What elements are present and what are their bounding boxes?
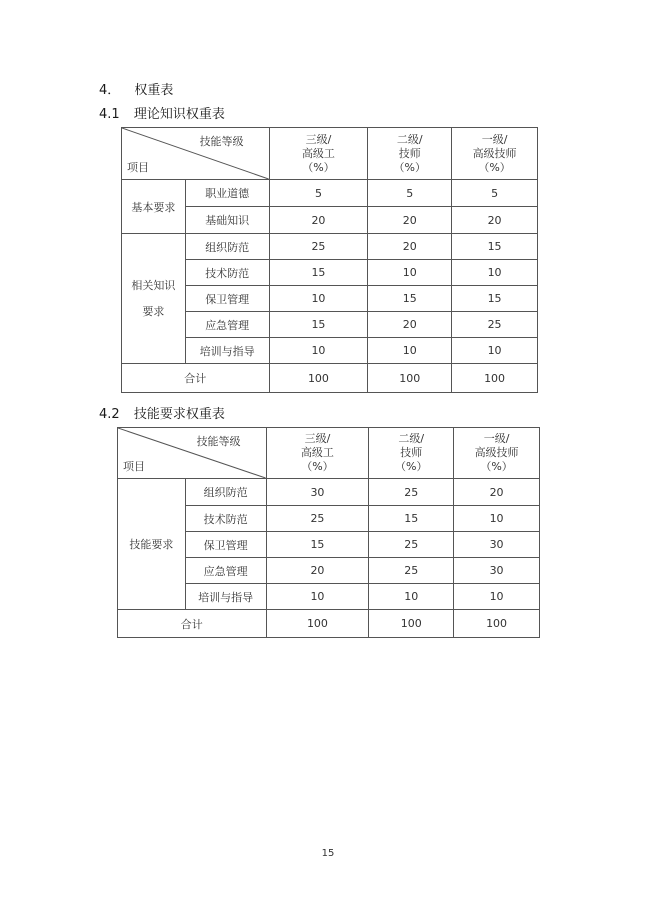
column-header-level1: 一级/ 高级技师 （%） — [454, 428, 540, 479]
column-header-level3: 三级/ 高级工 （%） — [269, 128, 368, 180]
table1-title: 理论知识权重表 — [133, 107, 225, 122]
value-cell: 15 — [269, 312, 368, 338]
item-cell: 保卫管理 — [185, 286, 269, 312]
total-value: 100 — [369, 610, 454, 638]
total-value: 100 — [454, 610, 540, 638]
table2-number: 4.2 — [99, 407, 120, 422]
category-cell: 基本要求 — [122, 180, 186, 234]
value-cell: 10 — [369, 584, 454, 610]
value-cell: 20 — [454, 479, 540, 506]
table-row — [118, 479, 540, 506]
value-cell: 15 — [369, 506, 454, 532]
item-cell: 基础知识 — [185, 207, 269, 234]
total-value: 100 — [266, 610, 369, 638]
value-cell: 30 — [266, 479, 369, 506]
value-cell: 15 — [368, 286, 452, 312]
section-number: 4． — [99, 83, 121, 98]
column-header-level1: 一级/ 高级技师 （%） — [452, 128, 538, 180]
section-heading — [99, 79, 173, 98]
value-cell: 25 — [266, 506, 369, 532]
value-cell: 10 — [368, 338, 452, 364]
total-value: 100 — [452, 364, 538, 393]
item-cell: 组织防范 — [185, 234, 269, 260]
total-row — [122, 364, 538, 393]
value-cell: 10 — [452, 260, 538, 286]
skill-weight-table — [117, 427, 540, 638]
table2-heading — [99, 403, 225, 422]
table-row — [122, 180, 538, 207]
section-title: 权重表 — [134, 83, 174, 98]
category-cell: 技能要求 — [118, 479, 186, 610]
category-cell: 相关知识 要求 — [122, 234, 186, 364]
value-cell: 25 — [269, 234, 368, 260]
value-cell: 10 — [454, 506, 540, 532]
value-cell: 20 — [368, 312, 452, 338]
item-cell: 培训与指导 — [185, 584, 266, 610]
value-cell: 25 — [369, 479, 454, 506]
value-cell: 10 — [266, 584, 369, 610]
item-cell: 应急管理 — [185, 312, 269, 338]
table-header-row — [122, 128, 538, 180]
item-cell: 职业道德 — [185, 180, 269, 207]
value-cell: 20 — [266, 558, 369, 584]
item-label: 项目 — [127, 161, 149, 174]
total-value: 100 — [269, 364, 368, 393]
item-cell: 保卫管理 — [185, 532, 266, 558]
table1-heading — [99, 103, 225, 122]
value-cell: 5 — [368, 180, 452, 207]
total-row — [118, 610, 540, 638]
column-header-level2: 二级/ 技师 （%） — [369, 428, 454, 479]
value-cell: 15 — [269, 260, 368, 286]
total-value: 100 — [368, 364, 452, 393]
value-cell: 30 — [454, 532, 540, 558]
skill-level-label: 技能等级 — [199, 135, 244, 148]
table1-number: 4.1 — [99, 107, 120, 122]
total-label: 合计 — [118, 610, 267, 638]
skill-level-label: 技能等级 — [196, 435, 241, 448]
value-cell: 5 — [269, 180, 368, 207]
item-cell: 技术防范 — [185, 506, 266, 532]
value-cell: 10 — [454, 584, 540, 610]
value-cell: 20 — [452, 207, 538, 234]
total-label: 合计 — [122, 364, 270, 393]
value-cell: 15 — [452, 286, 538, 312]
value-cell: 5 — [452, 180, 538, 207]
item-cell: 应急管理 — [185, 558, 266, 584]
table-header-row — [118, 428, 540, 479]
item-cell: 组织防范 — [185, 479, 266, 506]
value-cell: 30 — [454, 558, 540, 584]
diagonal-header-cell — [118, 428, 267, 479]
value-cell: 10 — [368, 260, 452, 286]
value-cell: 15 — [266, 532, 369, 558]
value-cell: 25 — [369, 532, 454, 558]
value-cell: 25 — [452, 312, 538, 338]
table-row — [122, 234, 538, 260]
diagonal-header-cell — [122, 128, 270, 180]
item-cell: 培训与指导 — [185, 338, 269, 364]
page-number: 15 — [321, 848, 335, 859]
value-cell: 25 — [369, 558, 454, 584]
value-cell: 20 — [368, 234, 452, 260]
value-cell: 10 — [452, 338, 538, 364]
value-cell: 15 — [452, 234, 538, 260]
value-cell: 20 — [368, 207, 452, 234]
column-header-level2: 二级/ 技师 （%） — [368, 128, 452, 180]
value-cell: 20 — [269, 207, 368, 234]
item-label: 项目 — [123, 460, 145, 473]
item-cell: 技术防范 — [185, 260, 269, 286]
value-cell: 10 — [269, 338, 368, 364]
column-header-level3: 三级/ 高级工 （%） — [266, 428, 369, 479]
theory-weight-table — [121, 127, 538, 393]
value-cell: 10 — [269, 286, 368, 312]
table2-title: 技能要求权重表 — [133, 407, 225, 422]
